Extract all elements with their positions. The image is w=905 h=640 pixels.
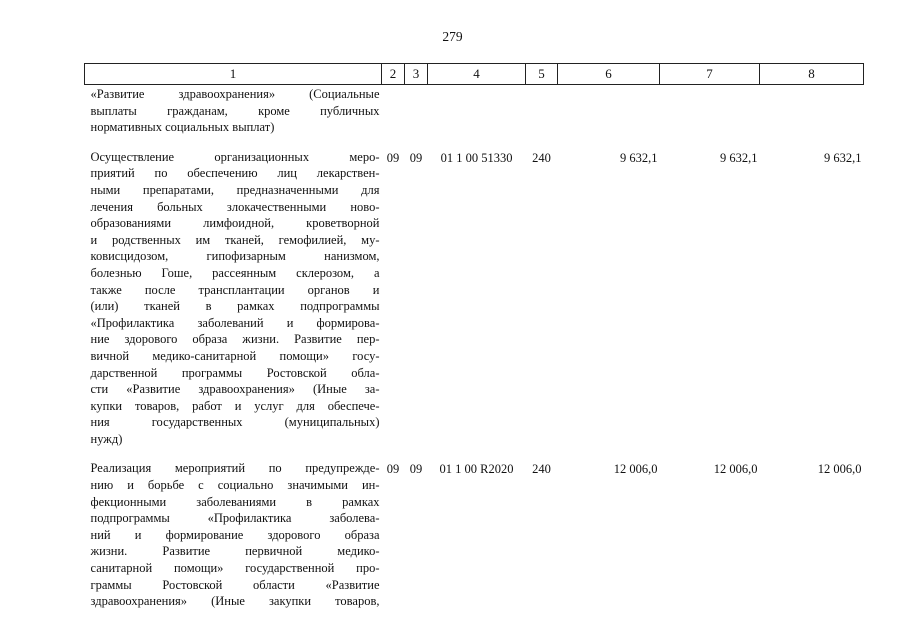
description-line: здравоохранения» (Иные закупки товаров, (90, 594, 380, 609)
row-description (85, 460, 382, 609)
cell-col4 (428, 85, 526, 149)
description-line: нужд) (90, 431, 123, 446)
description-line: «Профилактика заболеваний и формирова- (90, 315, 380, 330)
description-line: вичной медико-санитарной помощи» госу- (90, 348, 380, 363)
description-line: также после трансплантации органов и (90, 282, 380, 297)
cell-col2: 09 (386, 462, 400, 477)
description-line: Реализация мероприятий по предупрежде- (90, 461, 380, 476)
cell-col6 (558, 85, 660, 149)
cell-col3: 09 (409, 150, 423, 165)
table-row (85, 460, 864, 609)
description-line: ния государственных (муниципальных) (90, 415, 380, 430)
cell-col5 (526, 85, 558, 149)
description-line: дарственной программы Ростовской обла- (90, 365, 380, 380)
description-line: купки товаров, работ и услуг для обеспече- (90, 398, 380, 413)
budget-table (84, 63, 864, 610)
description-line: фекционными заболеваниями в рамках (90, 494, 380, 509)
table-row (85, 149, 864, 461)
description-line: ние здорового образа жизни. Развитие пер- (90, 332, 380, 347)
cell-col8: 12 006,0 (817, 462, 862, 477)
column-header-8: 8 (760, 64, 864, 85)
cell-col5: 240 (532, 150, 551, 165)
description-line: «Развитие здравоохранения» (Социальные (90, 87, 380, 101)
table-header-row (85, 64, 864, 85)
cell-col7 (660, 85, 760, 149)
description-line: и родственных им тканей, гемофилией, му- (90, 232, 380, 247)
cell-col4: 01 1 00 51330 (440, 150, 513, 165)
column-header-3: 3 (405, 64, 428, 85)
column-header-7: 7 (660, 64, 760, 85)
description-line: ковисцидозом, гипофизарным нанизмом, (90, 249, 380, 264)
cell-col8 (760, 85, 864, 149)
cell-col6: 9 632,1 (620, 150, 658, 165)
description-line: сти «Развитие здравоохранения» (Иные за- (90, 382, 380, 397)
cell-col2: 09 (386, 150, 400, 165)
column-header-4: 4 (428, 64, 526, 85)
description-line: ний и формирование здорового образа (90, 527, 380, 542)
column-header-5: 5 (526, 64, 558, 85)
table-row (85, 85, 864, 149)
cell-col7: 12 006,0 (713, 462, 758, 477)
cell-col3: 09 (409, 462, 423, 477)
page-number: 279 (442, 29, 463, 44)
description-line: Осуществление организационных меро- (90, 149, 380, 164)
description-line: болезнью Гоше, рассеянным склерозом, а (90, 265, 380, 280)
description-line: (или) тканей в рамках подпрограммы (90, 299, 380, 314)
description-line: образованиями лимфоидной, кроветворной (90, 216, 380, 231)
cell-col4: 01 1 00 R2020 (439, 462, 514, 477)
cell-col7: 9 632,1 (720, 150, 758, 165)
cell-col5: 240 (532, 462, 551, 477)
description-line: санитарной помощи» государственной про- (90, 561, 380, 576)
cell-col3 (405, 85, 428, 149)
cell-col8: 9 632,1 (824, 150, 862, 165)
description-line: нормативных социальных выплат) (90, 120, 275, 135)
cell-col2 (382, 85, 405, 149)
row-description (85, 85, 382, 149)
description-line: ными препаратами, предназначенными для (90, 182, 380, 197)
description-line: лечения больных злокачественными ново- (90, 199, 380, 214)
column-header-2: 2 (382, 64, 405, 85)
column-header-1: 1 (85, 64, 382, 85)
description-line: граммы Ростовской области «Развитие (90, 577, 380, 592)
row-description (85, 149, 382, 461)
description-line: выплаты гражданам, кроме публичных (90, 103, 380, 118)
description-line: нию и борьбе с социально значимыми ин- (90, 478, 380, 493)
description-line: жизни. Развитие первичной медико- (90, 544, 380, 559)
cell-col6: 12 006,0 (613, 462, 658, 477)
description-line: приятий по обеспечению лиц лекарствен- (90, 166, 380, 181)
column-header-6: 6 (558, 64, 660, 85)
description-line: подпрограммы «Профилактика заболева- (90, 511, 380, 526)
